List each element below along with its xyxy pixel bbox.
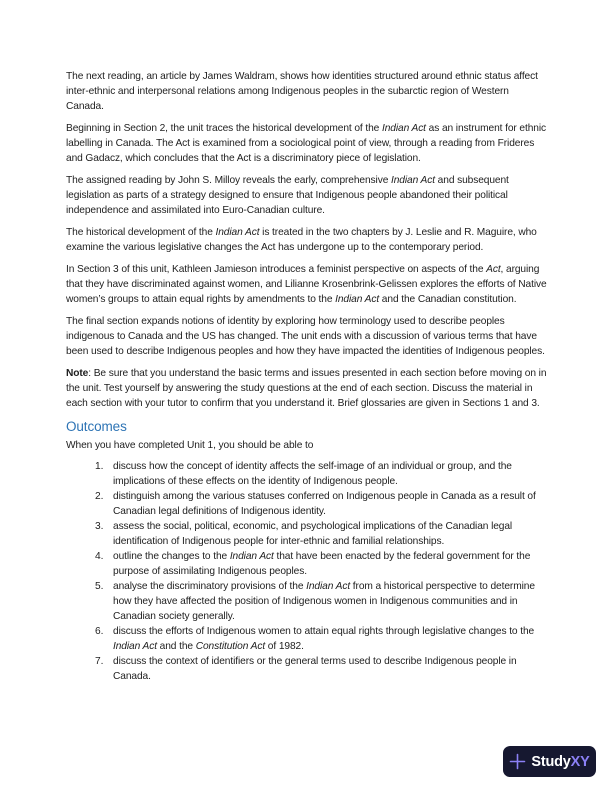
- outcome-text: [113, 519, 547, 549]
- italic-text: Act: [486, 264, 501, 275]
- outcome-text: [113, 549, 547, 579]
- paragraph-list: [66, 69, 547, 411]
- text-run: assess the social, political, economic, and psychological implications of the Canadian legal identification of Indigenous people for inter-ethnic and familial relationships.: [113, 521, 513, 547]
- outcome-number: 6.: [95, 626, 104, 637]
- outcome-text: [113, 624, 547, 654]
- paragraph: [66, 173, 547, 218]
- paragraph: [66, 225, 547, 255]
- text-run: of 1982.: [265, 641, 304, 652]
- text-run: and the Canadian constitution.: [379, 294, 517, 305]
- text-run: The historical development of the: [66, 227, 216, 238]
- outcome-text: [113, 579, 547, 624]
- text-run: discuss how the concept of identity affects the self-image of an individual or group, and the implications of these effects on the identity of Indigenous people.: [113, 461, 512, 487]
- outcome-item: [66, 624, 547, 654]
- text-run: The next reading, an article by James Waldram, shows how identities structured around ethnic status affect inter-ethnic and interpersonal relations among Indigenous peoples in the subarctic region of Western Canada.: [66, 71, 538, 112]
- outcome-number: 7.: [95, 656, 104, 667]
- outcomes-heading: Outcomes: [66, 419, 127, 434]
- bold-text: Note: [66, 368, 89, 379]
- outcome-text: [113, 459, 547, 489]
- italic-text: Indian Act: [391, 175, 435, 186]
- text-run: and the: [156, 641, 196, 652]
- paragraph: [66, 69, 547, 114]
- text-run: , arguing that they have discriminated against women, and Lilianne Krosenbrink-Gelissen explores the efforts of Native women’s groups to attain equal rights by amendments to the: [66, 264, 547, 305]
- outcome-number: 3.: [95, 521, 104, 532]
- text-run: discuss the context of identifiers or the general terms used to describe Indigenous people in Canada.: [113, 656, 517, 682]
- outcome-number: 1.: [95, 461, 104, 472]
- italic-text: Indian Act: [215, 227, 260, 238]
- outcome-item: [66, 489, 547, 519]
- document-content: [66, 69, 547, 684]
- paragraph: [66, 314, 547, 359]
- text-run: that have been enacted by the federal government for the purpose of assimilating Indigenous peoples.: [113, 551, 531, 577]
- outcome-number: 5.: [95, 581, 104, 592]
- studyxy-logo-badge: [503, 746, 596, 777]
- text-run: In Section 3 of this unit, Kathleen Jamieson introduces a feminist perspective on aspects of the: [66, 264, 487, 275]
- logo-text-xy: XY: [570, 753, 590, 770]
- text-run: discuss the efforts of Indigenous women to attain equal rights through legislative changes to the: [113, 626, 535, 637]
- outcome-number: 2.: [95, 491, 104, 502]
- paragraph: [66, 262, 547, 307]
- italic-text: Indian Act: [306, 581, 351, 592]
- logo-text-study: Study: [531, 753, 571, 770]
- outcomes-list: [66, 459, 547, 684]
- text-run: from a historical perspective to determine how they have affected the position of Indigenous women in Indigenous communities and in Canadian society generally.: [113, 581, 535, 622]
- paragraph: [66, 366, 547, 411]
- text-run: The final section expands notions of identity by exploring how terminology used to describe peoples indigenous to Canada and the US has changed. The unit ends with a discussion of various terms that have been used to describe Indigenous peoples and how they have impacted the identities of Indigenous peoples.: [66, 316, 545, 357]
- text-run: outline the changes to the: [113, 551, 230, 562]
- italic-text: Indian Act: [229, 551, 274, 562]
- text-run: distinguish among the various statuses conferred on Indigenous people in Canada as a result of Canadian legal definitions of Indigenous identity.: [113, 491, 536, 517]
- text-run: is treated in the two chapters by J. Leslie and R. Maguire, who examine the various legislative changes the Act has undergone up to the contemporary period.: [66, 227, 537, 253]
- paragraph: [66, 121, 547, 166]
- text-run: analyse the discriminatory provisions of the: [113, 581, 307, 592]
- italic-text: Indian Act: [381, 123, 426, 134]
- outcome-item: [66, 654, 547, 684]
- italic-text: Constitution Act: [195, 641, 266, 652]
- text-run: Beginning in Section 2, the unit traces the historical development of the: [66, 123, 382, 134]
- outcome-text: [113, 654, 547, 684]
- plus-icon: [509, 753, 526, 770]
- text-run: : Be sure that you understand the basic terms and issues presented in each section before moving on in the unit. Test yourself by answering the study questions at the end of each section. Discuss the material in each section with your tutor to confirm that you understand it. Brief glossaries are given in Sections 1 and 3.: [66, 368, 547, 409]
- logo-text: [531, 754, 589, 770]
- outcome-item: [66, 579, 547, 624]
- outcome-number: 4.: [95, 551, 104, 562]
- outcomes-intro: When you have completed Unit 1, you should be able to: [66, 440, 314, 451]
- outcome-item: [66, 519, 547, 549]
- italic-text: Indian Act: [335, 294, 380, 305]
- text-run: as an instrument for ethnic labelling in Canada. The Act is examined from a sociological point of view, through a reading from Frideres and Gadacz, which concludes that the Act is a discriminatory piece of legislation.: [66, 123, 546, 164]
- outcome-item: [66, 459, 547, 489]
- outcome-text: [113, 489, 547, 519]
- text-run: The assigned reading by John S. Milloy reveals the early, comprehensive: [66, 175, 392, 186]
- outcome-item: [66, 549, 547, 579]
- text-run: and subsequent legislation as parts of a strategy designed to ensure that Indigenous people abandoned their political independence and assimilated into Euro-Canadian culture.: [66, 175, 509, 216]
- italic-text: Indian Act: [113, 641, 157, 652]
